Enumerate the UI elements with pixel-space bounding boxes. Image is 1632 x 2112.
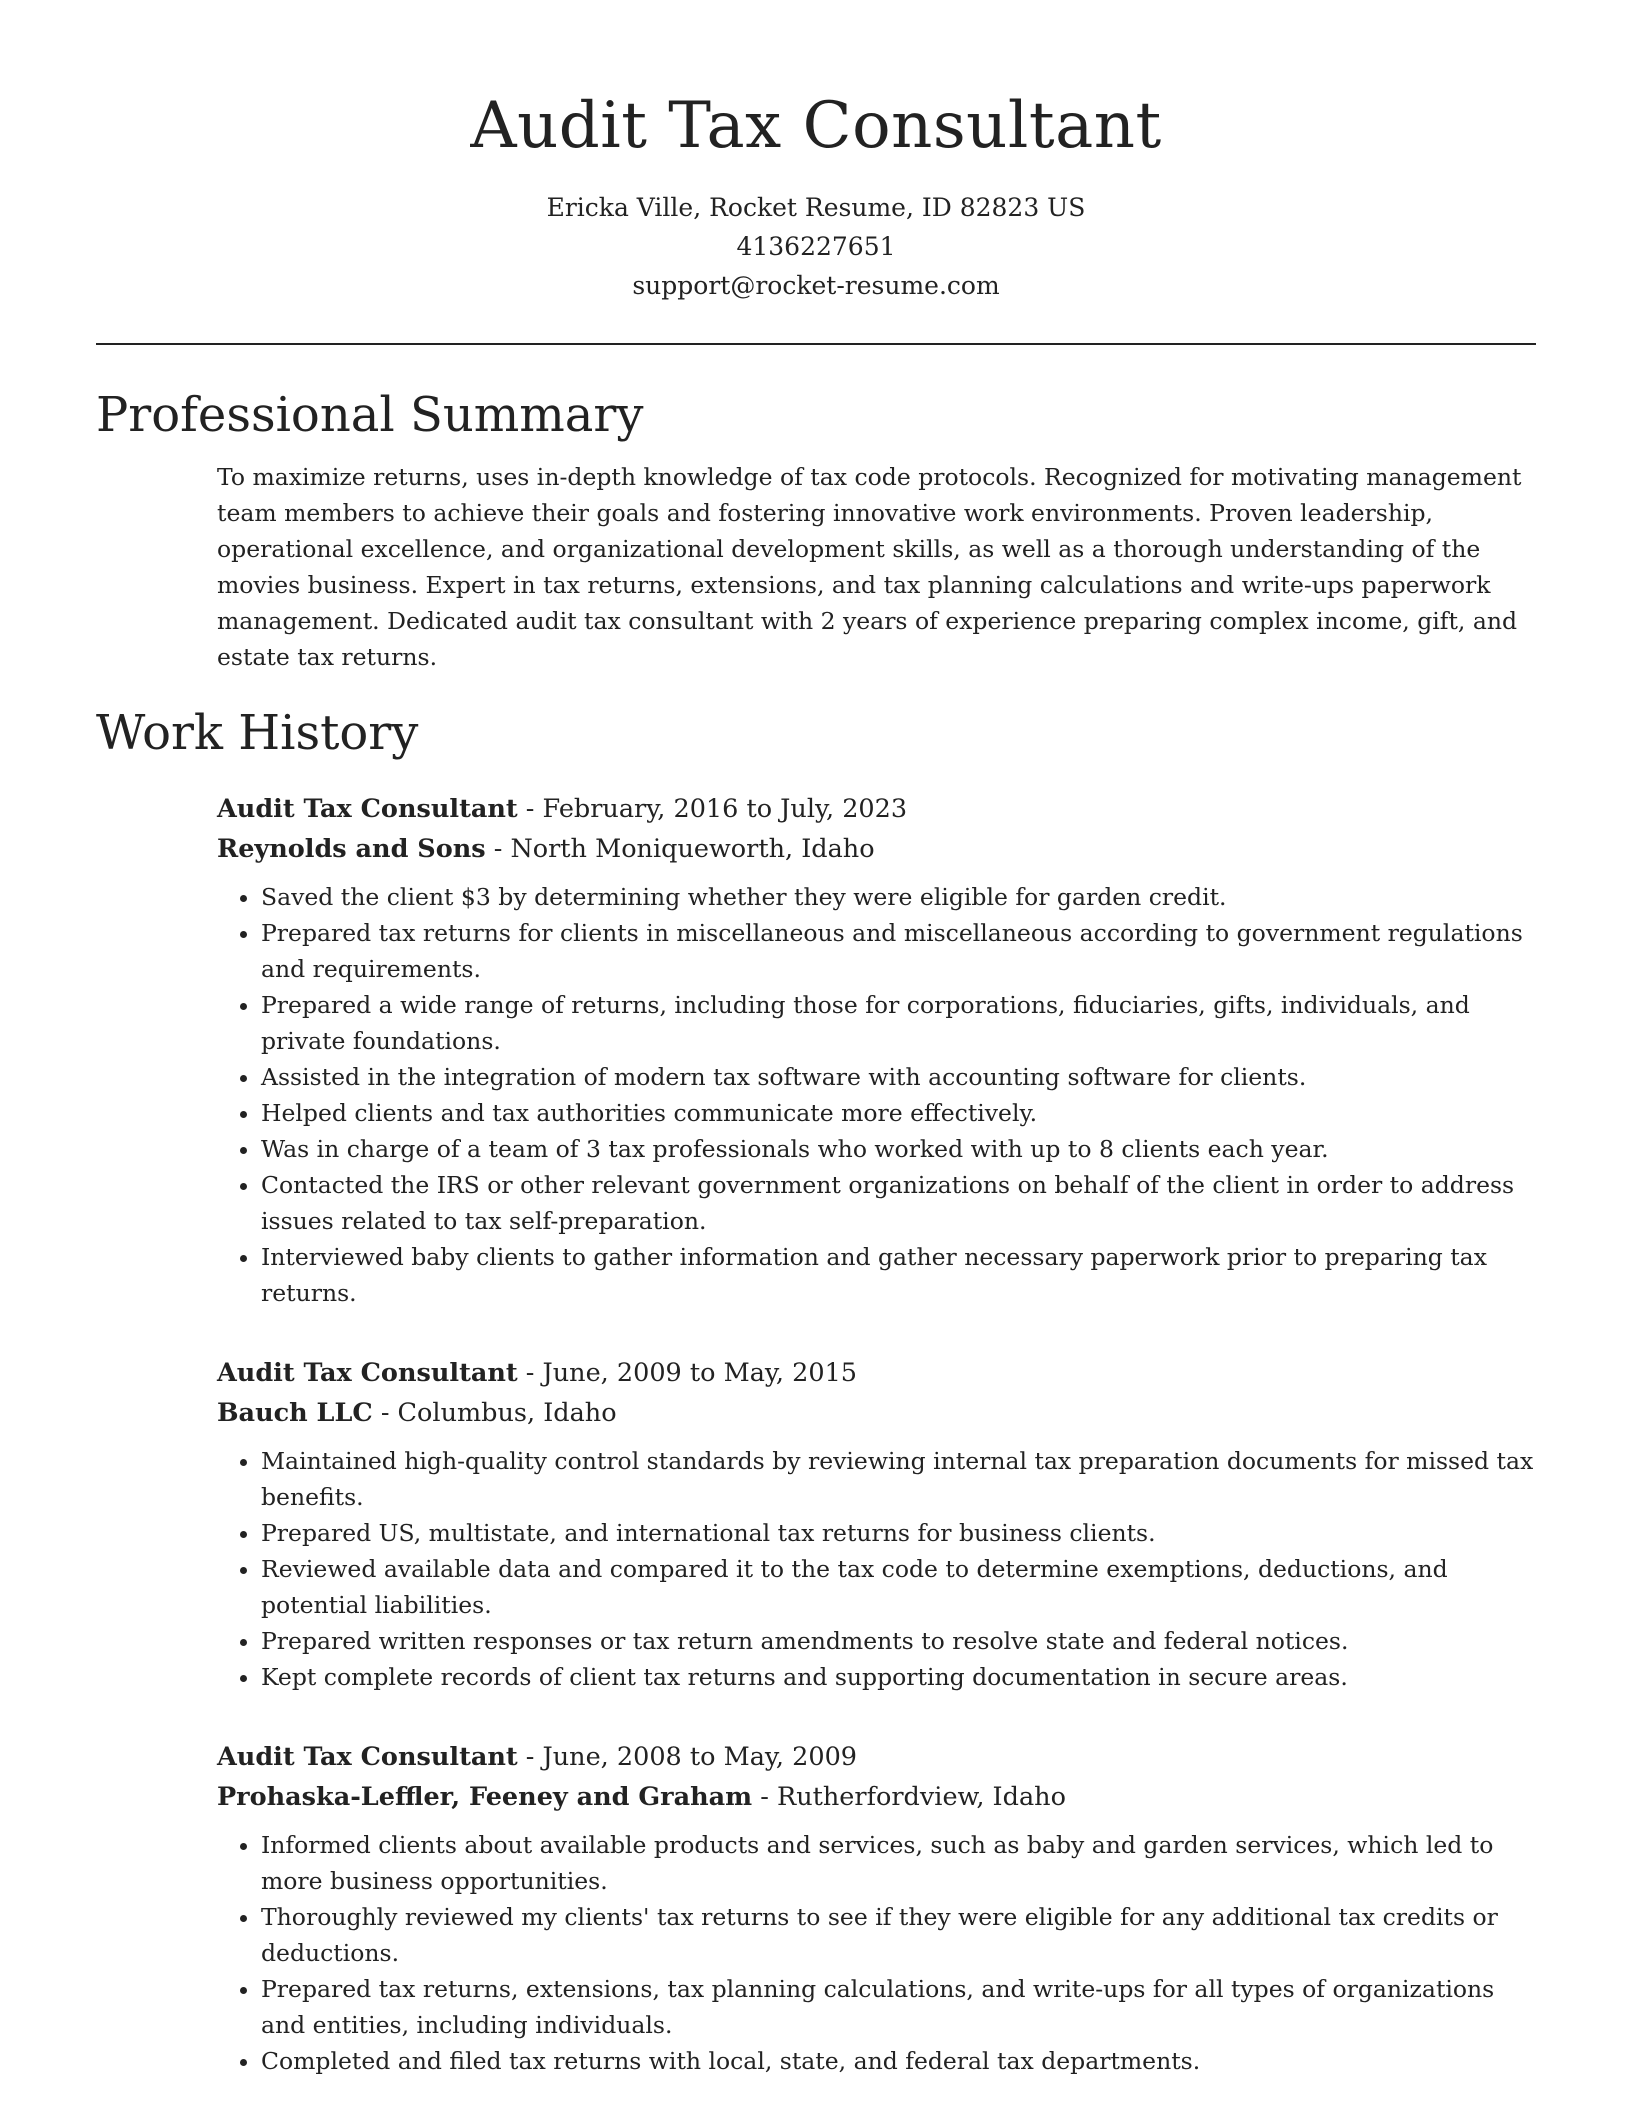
list-item: • Was in charge of a team of 3 tax professionals who worked with up to 8 clients each year. (261, 1131, 1536, 1167)
list-item: • Saved the client $3 by determining whether they were eligible for garden credit. (261, 879, 1536, 915)
job-company: Bauch LLC (217, 1398, 373, 1428)
list-item: • Prepared tax returns, extensions, tax planning calculations, and write-ups for all types of organizations and entities, including individuals. (261, 1971, 1536, 2043)
job-bullet-list (217, 1827, 1536, 2079)
contact-address: Ericka Ville, Rocket Resume, ID 82823 US (546, 193, 1086, 222)
contact-email: support@rocket-resume.com (632, 271, 1000, 300)
job-title-line (217, 1353, 1536, 1393)
summary-section (217, 459, 1536, 675)
list-item: • Helped clients and tax authorities communicate more effectively. (261, 1095, 1536, 1131)
header-divider (96, 343, 1536, 345)
job-entry (217, 1737, 1536, 2079)
section-heading-work-history: Work History (96, 705, 419, 761)
job-location: - Rutherfordview, Idaho (752, 1782, 1066, 1812)
job-title: Audit Tax Consultant (217, 1742, 518, 1772)
job-company-line (217, 829, 1536, 869)
list-item: • Prepared US, multistate, and international tax returns for business clients. (261, 1515, 1536, 1551)
job-title-line (217, 789, 1536, 829)
job-company: Prohaska-Leffler, Feeney and Graham (217, 1782, 753, 1812)
contact-block (96, 188, 1536, 305)
list-item: • Prepared written responses or tax return amendments to resolve state and federal notices. (261, 1623, 1536, 1659)
job-company: Reynolds and Sons (217, 834, 486, 864)
list-item: • Kept complete records of client tax returns and supporting documentation in secure areas. (261, 1659, 1536, 1695)
job-dates: - June, 2008 to May, 2009 (517, 1742, 858, 1772)
list-item: • Informed clients about available products and services, such as baby and garden services, which led to more business opportunities. (261, 1827, 1536, 1899)
list-item: • Prepared a wide range of returns, including those for corporations, fiduciaries, gifts, individuals, and private foundations. (261, 987, 1536, 1059)
job-title: Audit Tax Consultant (217, 1358, 518, 1388)
job-entry (217, 789, 1536, 1311)
list-item: • Maintained high-quality control standards by reviewing internal tax preparation documents for missed tax benefits. (261, 1443, 1536, 1515)
job-bullet-list (217, 1443, 1536, 1695)
job-entry (217, 1353, 1536, 1695)
job-company-line (217, 1393, 1536, 1433)
section-heading-summary: Professional Summary (96, 387, 644, 443)
job-location: - North Moniqueworth, Idaho (485, 834, 875, 864)
list-item: • Thoroughly reviewed my clients' tax returns to see if they were eligible for any additional tax credits or deductions. (261, 1899, 1536, 1971)
job-bullet-list (217, 879, 1536, 1311)
summary-text: To maximize returns, uses in-depth knowledge of tax code protocols. Recognized for motivating management team members to achieve their goals and fostering innovative work environments. Proven leadership, operational excellence, and organizational development skills, as well as a thorough understanding of the movies business. Expert in tax returns, extensions, and tax planning calculations and write-ups paperwork management. Dedicated audit tax consultant with 2 years of experience preparing complex income, gift, and estate tax returns. (217, 463, 1522, 671)
page-title: Audit Tax Consultant (470, 89, 1162, 163)
list-item: • Reviewed available data and compared it to the tax code to determine exemptions, deductions, and potential liabilities. (261, 1551, 1536, 1623)
list-item: • Prepared tax returns for clients in miscellaneous and miscellaneous according to government regulations and requirements. (261, 915, 1536, 987)
job-dates: - February, 2016 to July, 2023 (517, 794, 908, 824)
list-item: • Interviewed baby clients to gather information and gather necessary paperwork prior to preparing tax returns. (261, 1239, 1536, 1311)
job-company-line (217, 1777, 1536, 1817)
job-title-line (217, 1737, 1536, 1777)
list-item: • Assisted in the integration of modern tax software with accounting software for clients. (261, 1059, 1536, 1095)
job-location: - Columbus, Idaho (372, 1398, 617, 1428)
list-item: • Completed and filed tax returns with local, state, and federal tax departments. (261, 2043, 1536, 2079)
job-dates: - June, 2009 to May, 2015 (517, 1358, 858, 1388)
contact-phone: 4136227651 (736, 232, 896, 261)
work-history-section (217, 789, 1536, 2079)
job-title: Audit Tax Consultant (217, 794, 518, 824)
list-item: • Contacted the IRS or other relevant government organizations on behalf of the client in order to address issues related to tax self-preparation. (261, 1167, 1536, 1239)
